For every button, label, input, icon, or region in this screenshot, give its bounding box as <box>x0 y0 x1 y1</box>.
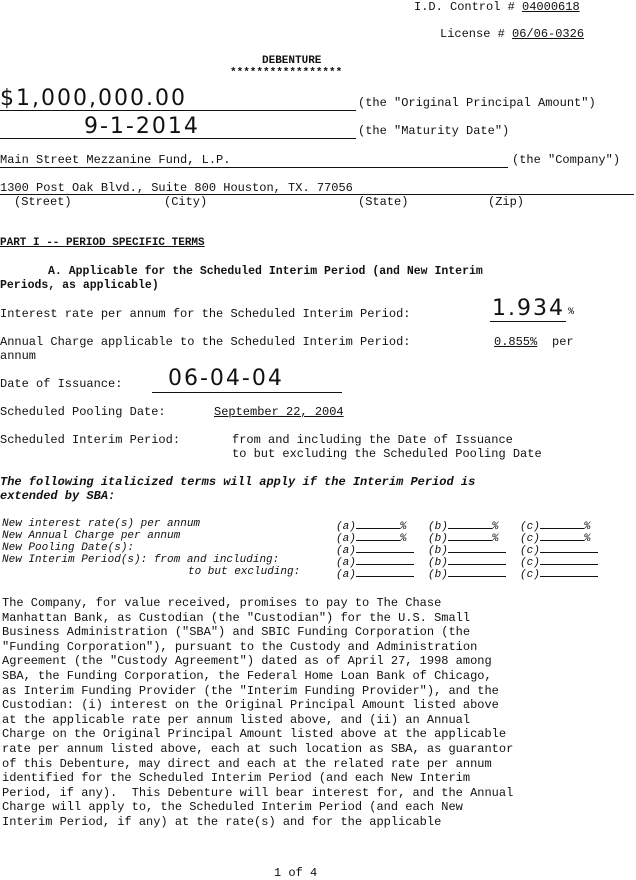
annual-suffix: per <box>552 335 574 349</box>
extension-cell-tag: (b) <box>428 533 448 545</box>
extension-row-label: New interest rate(s) per annum <box>2 518 201 530</box>
extension-pct: % <box>491 533 499 545</box>
company-line <box>0 167 508 168</box>
body-line: Business Administration ("SBA") and SBIC Funding Corporation (the <box>2 625 471 640</box>
extension-blank[interactable] <box>448 542 506 553</box>
extension-cell-tag: (c) <box>520 557 540 569</box>
id-control-label: I.D. Control # <box>414 0 515 14</box>
extension-blank[interactable] <box>540 554 598 565</box>
extension-blank[interactable] <box>540 566 598 577</box>
extension-blank[interactable] <box>356 566 414 577</box>
extension-blank[interactable] <box>540 530 584 541</box>
extension-blank[interactable] <box>356 518 400 529</box>
id-control <box>414 0 580 14</box>
body-line: Period, if any). This Debenture will bear interest for, and the Annual <box>2 785 514 800</box>
extension-blank[interactable] <box>356 530 400 541</box>
extension-pct: % <box>491 521 499 533</box>
title-stars: ***************** <box>230 67 343 79</box>
extension-pct: % <box>399 533 407 545</box>
extension-cell-tag: (a) <box>336 557 356 569</box>
body-line: Manhattan Bank, as Custodian (the "Custodian") for the U.S. Small <box>2 610 471 625</box>
address-value: 1300 Post Oak Blvd., Suite 800 Houston, TX. 77056 <box>0 181 353 195</box>
issuance-label: Date of Issuance: <box>0 377 123 391</box>
extension-pct: % <box>583 521 591 533</box>
id-control-value: 04000618 <box>522 0 580 14</box>
body-line: identified for the Scheduled Interim Period (and each New Interim <box>2 771 471 786</box>
company-value: Main Street Mezzanine Fund, L.P. <box>0 153 231 167</box>
pooling-value: September 22, 2004 <box>214 405 344 419</box>
page-number: 1 of 4 <box>274 866 318 880</box>
body-line: SBA, the Funding Corporation, the Federal Home Loan Bank of Chicago, <box>2 669 492 683</box>
issuance-value: 06-04-04 <box>168 366 284 391</box>
extension-row-label: New Interim Period(s): from and including: <box>2 554 280 566</box>
body-line: Custodian: (i) interest on the Original Principal Amount listed above <box>2 698 499 713</box>
interest-suffix: % <box>568 307 575 318</box>
street-label: (Street) <box>14 195 72 209</box>
extension-pct: % <box>583 533 591 545</box>
extension-cell-tag: (b) <box>428 521 448 533</box>
body-line: of this Debenture, may direct and each at the related rate per annum <box>2 756 492 771</box>
extension-cell-tag: (a) <box>336 569 356 581</box>
license <box>440 27 584 41</box>
extension-cell-c <box>520 566 598 581</box>
extension-blank[interactable] <box>448 530 492 541</box>
interest-label: Interest rate per annum for the Scheduled Interim Period: <box>0 307 411 321</box>
period-label: Scheduled Interim Period: <box>0 433 181 447</box>
principal-value: $1,000,000.00 <box>0 86 187 111</box>
maturity-value: 9-1-2014 <box>84 114 200 139</box>
extension-blank[interactable] <box>540 518 584 529</box>
extension-cell-tag: (a) <box>336 533 356 545</box>
italic-note-line2: extended by SBA: <box>0 489 116 503</box>
license-value: 06/06-0326 <box>512 27 585 41</box>
principal-label: (the "Original Principal Amount") <box>358 96 596 110</box>
body-line: Charge will apply to, the Scheduled Interim Period (and each New <box>2 800 463 815</box>
state-label: (State) <box>358 195 409 209</box>
extension-cell-tag: (a) <box>336 521 356 533</box>
extension-blank[interactable] <box>540 542 598 553</box>
interest-value: 1.934 <box>492 296 565 321</box>
body-line: The Company, for value received, promises to pay to The Chase <box>2 596 442 610</box>
extension-cell-a <box>336 566 414 581</box>
body-line: Agreement (the "Custody Agreement") dated as of April 27, 1998 among <box>2 654 492 669</box>
extension-cell-tag: (b) <box>428 557 448 569</box>
sectionA-line1: A. Applicable for the Scheduled Interim Period (and New Interim <box>48 265 483 278</box>
principal-line <box>0 110 356 111</box>
document-title: DEBENTURE <box>262 55 322 67</box>
extension-cell-b <box>428 566 506 581</box>
issuance-line <box>152 392 342 393</box>
extension-blank[interactable] <box>356 542 414 553</box>
extension-pct: % <box>399 521 407 533</box>
extension-cell-tag: (c) <box>520 569 540 581</box>
maturity-line <box>0 138 356 139</box>
city-label: (City) <box>164 195 208 209</box>
italic-note-line1: The following italicized terms will apply if the Interim Period is <box>0 475 476 489</box>
extension-cell-tag: (a) <box>336 545 356 557</box>
maturity-label: (the "Maturity Date") <box>358 124 510 138</box>
extension-blank[interactable] <box>356 554 414 565</box>
extension-blank[interactable] <box>448 566 506 577</box>
extension-row-label: New Pooling Date(s): <box>2 542 135 554</box>
period-line2: to but excluding the Scheduled Pooling Date <box>232 447 542 461</box>
address-line <box>0 194 634 195</box>
company-label: (the "Company") <box>512 153 621 167</box>
body-line: Charge on the Original Principal Amount listed above at the applicable <box>2 727 507 742</box>
extension-row-label: to but excluding: <box>188 566 301 578</box>
pooling-label: Scheduled Pooling Date: <box>0 405 166 419</box>
license-label: License # <box>440 27 505 41</box>
interest-line <box>490 321 566 322</box>
extension-row-label: New Annual Charge per annum <box>2 530 181 542</box>
sectionA-line2: Periods, as applicable) <box>0 279 159 292</box>
extension-cell-tag: (c) <box>520 545 540 557</box>
extension-blank[interactable] <box>448 554 506 565</box>
body-line: "Funding Corporation"), pursuant to the Custody and Administration <box>2 639 478 654</box>
body-line: Interim Period, if any) at the rate(s) and for the applicable <box>2 815 442 829</box>
extension-cell-tag: (b) <box>428 569 448 581</box>
body-line: rate per annum listed above, each at such location as SBA, as guarantor <box>2 742 514 756</box>
period-line1: from and including the Date of Issuance <box>232 433 513 447</box>
annual-value: 0.855% <box>494 335 538 349</box>
extension-cell-tag: (c) <box>520 521 540 533</box>
body-line: at the applicable rate per annum listed above, and (ii) an Annual <box>2 712 471 727</box>
part1-heading: PART I -- PERIOD SPECIFIC TERMS <box>0 237 205 249</box>
extension-cell-tag: (c) <box>520 533 540 545</box>
annual-label-line2: annum <box>0 349 37 363</box>
zip-label: (Zip) <box>488 195 525 209</box>
annual-label-line1: Annual Charge applicable to the Scheduled Interim Period: <box>0 335 411 349</box>
extension-cell-tag: (b) <box>428 545 448 557</box>
extension-blank[interactable] <box>448 518 492 529</box>
body-line: as Interim Funding Provider (the "Interim Funding Provider"), and the <box>2 683 499 698</box>
